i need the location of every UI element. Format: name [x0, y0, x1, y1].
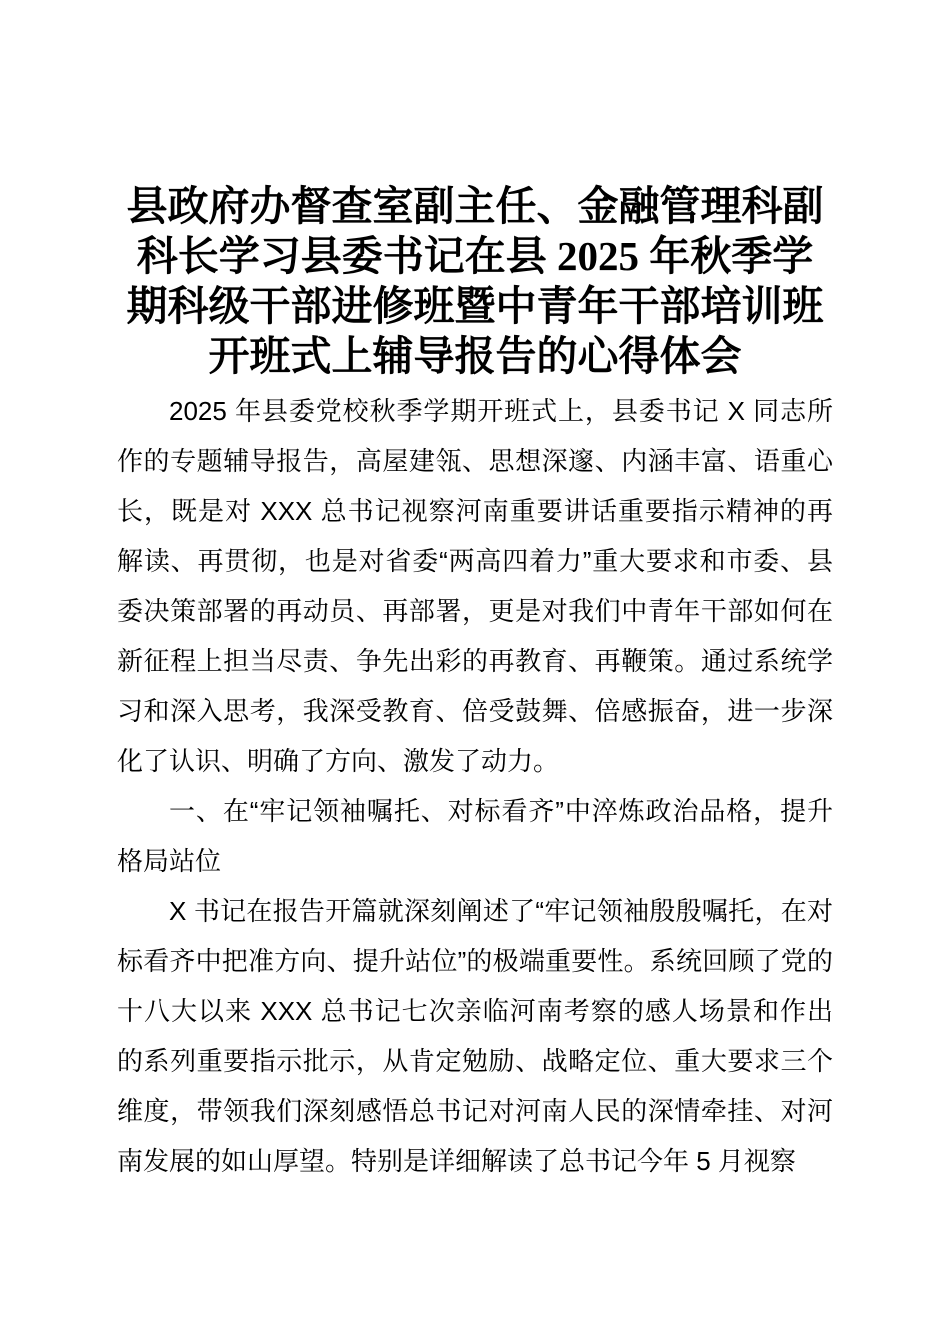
paragraph-intro: 2025 年县委党校秋季学期开班式上，县委书记 X 同志所作的专题辅导报告，高屋建瓴、思想深邃、内涵丰富、语重心长，既是对 XXX 总书记视察河南重要讲话重要指示精神的再解读、再贯彻，也是对省委“两高四着力”重大要求和市委、县委决策部署的再动员、再部署，更是对我们中青年干部如何在新征程上担当尽责、争先出彩的再教育、再鞭策。通过系统学习和深入思考，我深受教育、倍受鼓舞、倍感振奋，进一步深化了认识、明确了方向、激发了动力。 — [117, 396, 833, 776]
document-title: 县政府办督查室副主任、金融管理科副科长学习县委书记在县 2025 年秋季学期科级干部进修班暨中青年干部培训班开班式上辅导报告的心得体会 — [126, 183, 824, 379]
paragraph-section-1-body: X 书记在报告开篇就深刻阐述了“牢记领袖殷殷嘱托，在对标看齐中把准方向、提升站位”的极端重要性。系统回顾了党的十八大以来 XXX 总书记七次亲临河南考察的感人场景和作出的系列重要指示批示，从肯定勉励、战略定位、重大要求三个维度，带领我们深刻感悟总书记对河南人民的深情牵挂、对河南发展的如山厚望。特别是详细解读了总书记今年 5 月视察 — [117, 896, 833, 1176]
section-heading-1: 一、在“牢记领袖嘱托、对标看齐”中淬炼政治品格，提升格局站位 — [117, 796, 833, 876]
